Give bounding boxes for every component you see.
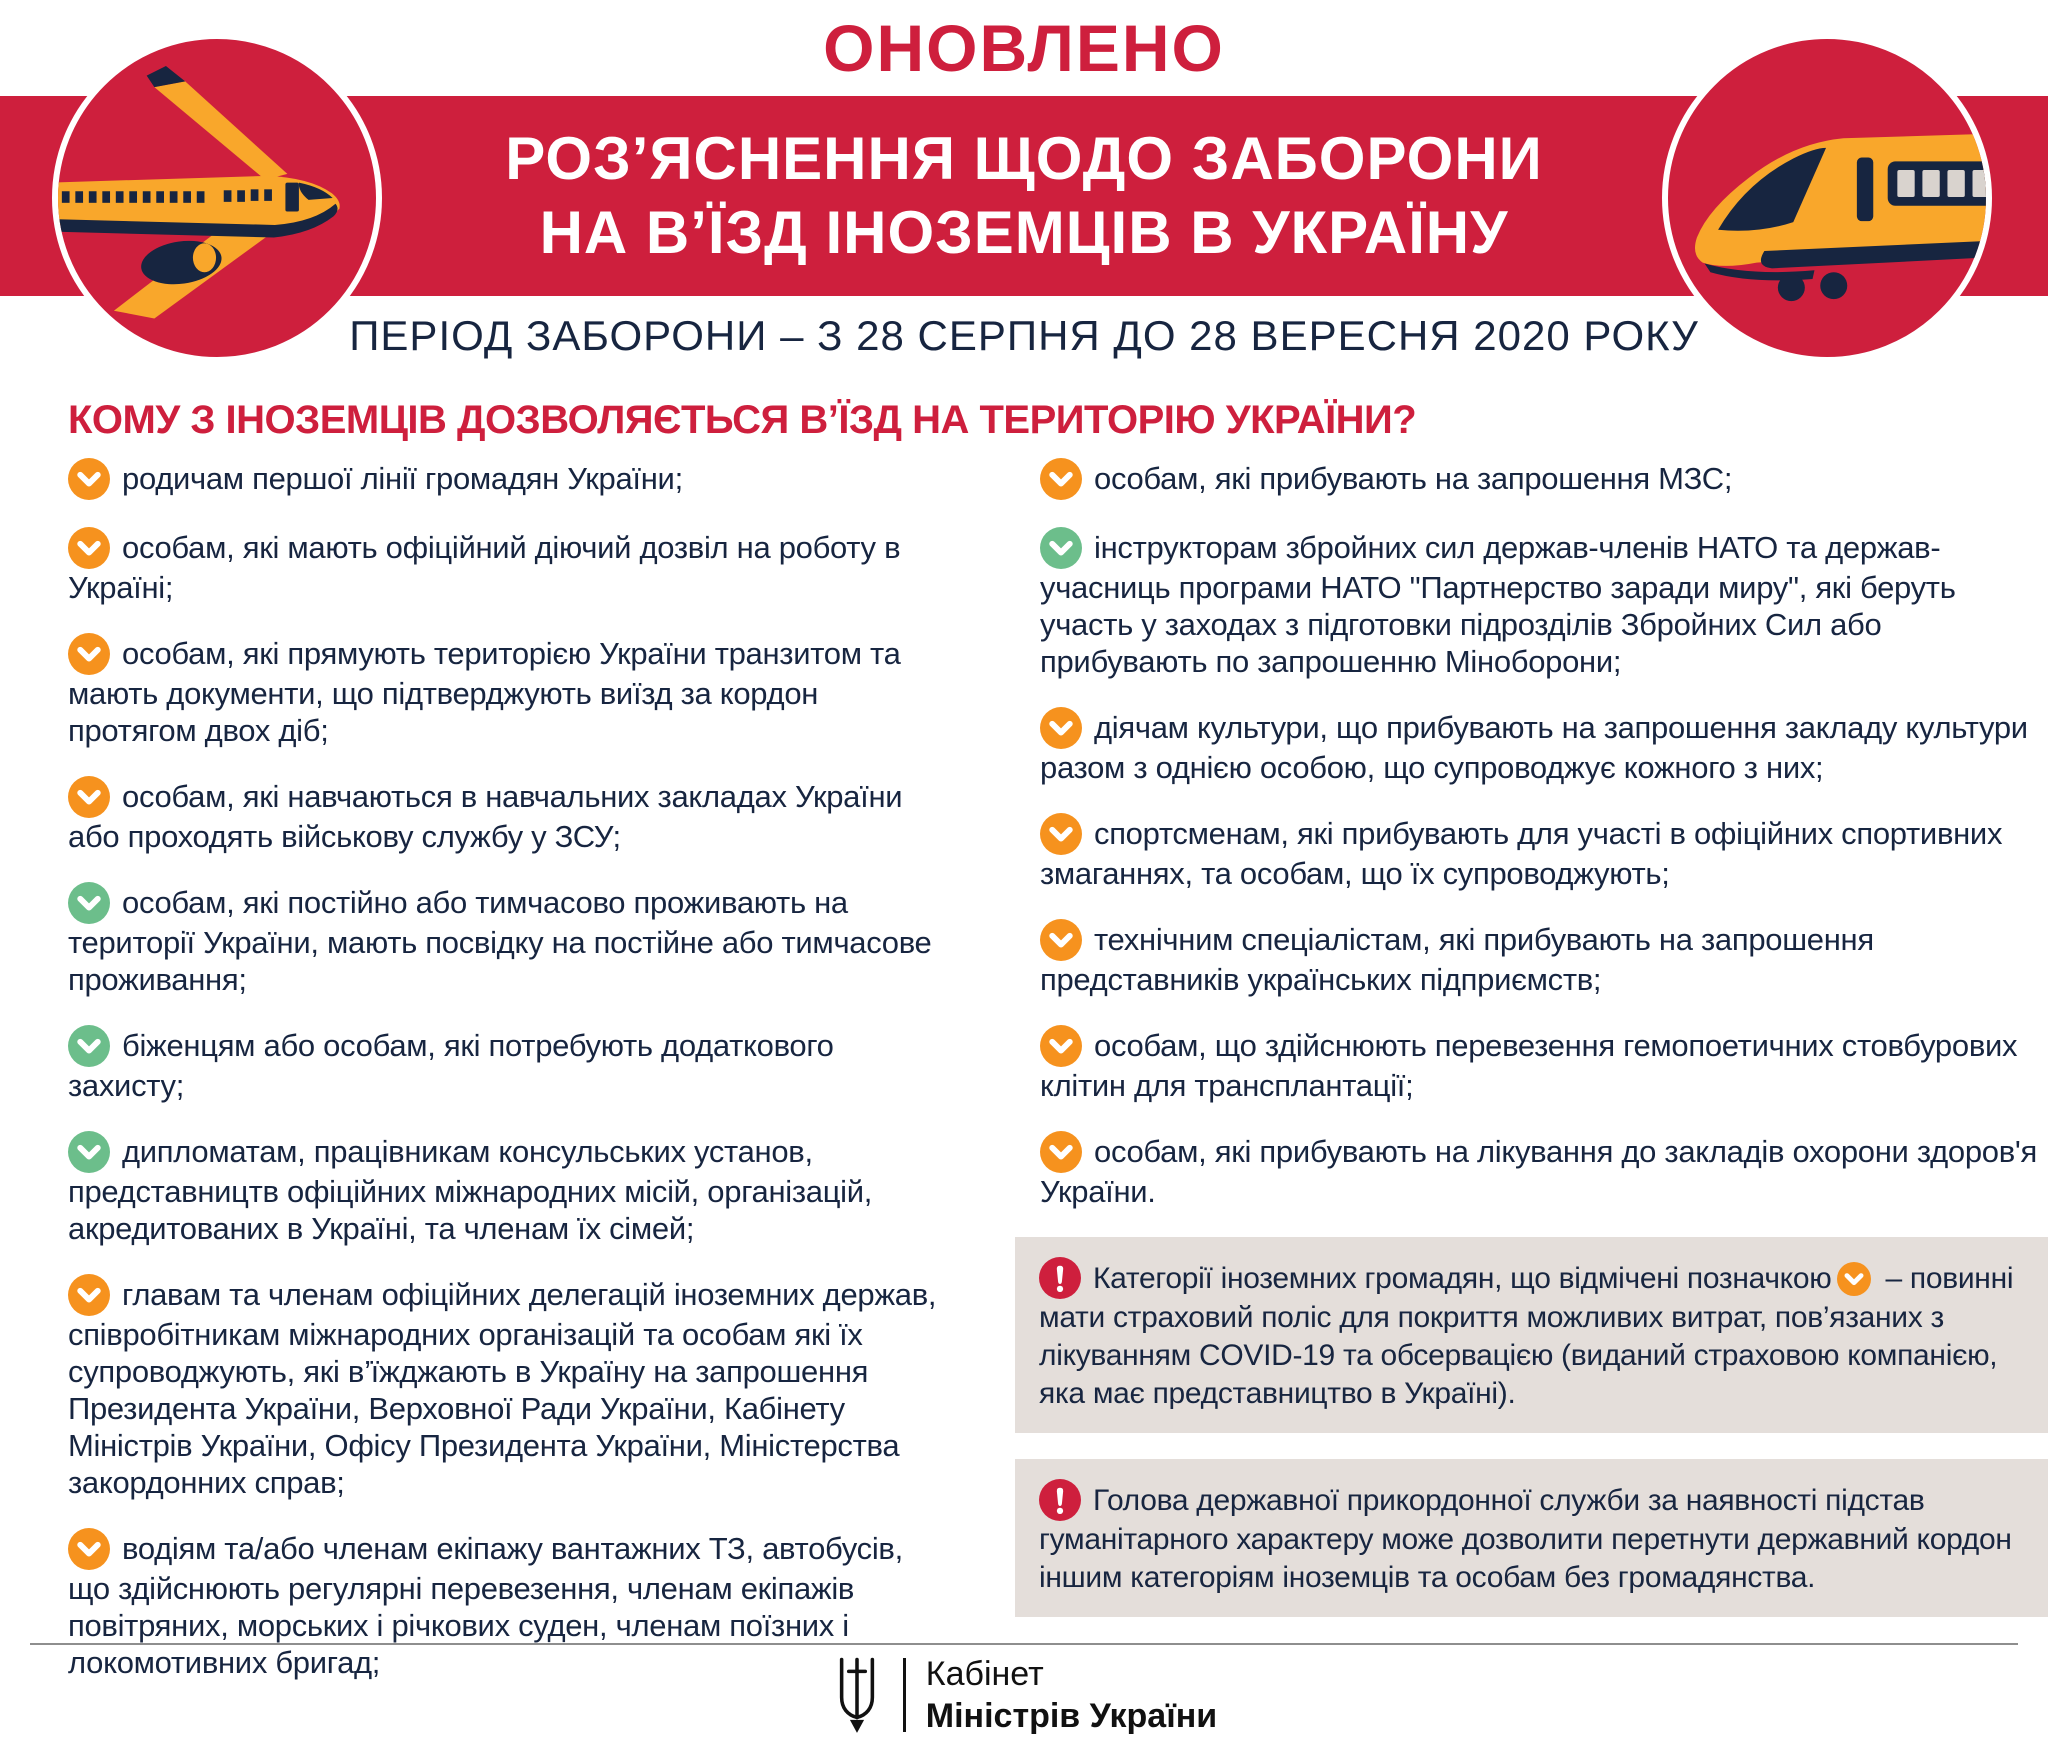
list-item-text: особам, які постійно або тимчасово проживають на території України, мають посвідку на постійне або тимчасове проживання; — [68, 885, 932, 997]
list-item-text: спортсменам, які прибувають для участі в офіційних спортивних змаганнях, та особам, що їх супроводжують; — [1040, 816, 2003, 891]
list-item-text: технічним спеціалістам, які прибувають на запрошення представників українських підприємств; — [1040, 922, 1874, 997]
notes-container — [1015, 1237, 2048, 1617]
train-icon — [1668, 39, 1986, 357]
list-item-text: особам, які навчаються в навчальних закладах України або проходять військову службу у ЗСУ; — [68, 779, 903, 854]
list-item — [1040, 1025, 2048, 1104]
note-text: Категорії іноземних громадян, що відмічені позначкою — [1093, 1262, 1832, 1295]
list-item — [1040, 813, 2048, 892]
chevron-down-icon — [68, 633, 110, 675]
list-item — [68, 633, 953, 749]
page-title-line2: НА В’ЇЗД ІНОЗЕМЦІВ В УКРАЇНУ — [539, 199, 1509, 266]
list-item-text: дипломатам, працівникам консульських установ, представництв офіційних міжнародних місій, організацій, акредитованих в Україні, та членам їх сімей; — [68, 1134, 873, 1246]
note-box — [1015, 1237, 2048, 1433]
chevron-down-icon — [68, 1528, 110, 1570]
list-item-text: біженцям або особам, які потребують додаткового захисту; — [68, 1028, 834, 1103]
list-item-text: водіям та/або членам екіпажу вантажних ТЗ, автобусів, що здійснюють регулярні перевезення, членам екіпажів повітряних, морських і річкових суден, членам поїзних і локомотивних бригад; — [68, 1531, 903, 1680]
updated-label: ОНОВЛЕНО — [823, 11, 1225, 85]
list-item-text: особам, які прибувають на запрошення МЗС; — [1094, 461, 1733, 496]
chevron-down-icon — [68, 1131, 110, 1173]
chevron-down-icon — [1040, 1131, 1082, 1173]
permitted-list-right — [1015, 458, 2048, 1617]
list-item — [68, 1025, 953, 1104]
chevron-down-icon — [1040, 527, 1082, 569]
train-illustration — [1662, 33, 1992, 363]
chevron-down-icon — [1040, 707, 1082, 749]
chevron-down-icon — [68, 882, 110, 924]
list-item — [1040, 919, 2048, 998]
list-item-text: особам, які прибувають на лікування до закладів охорони здоров'я України. — [1040, 1134, 2037, 1209]
list-item-text: діячам культури, що прибувають на запрошення закладу культури разом з однією особою, що супроводжує кожного з них; — [1040, 710, 2028, 785]
note-box — [1015, 1459, 2048, 1617]
org-name — [926, 1653, 1217, 1737]
list-item — [1040, 458, 2048, 500]
footer-logo-divider — [903, 1658, 906, 1732]
list-item — [68, 882, 953, 998]
list-item-text: особам, що здійснюють перевезення гемопоетичних стовбурових клітин для трансплантації; — [1040, 1028, 2018, 1103]
list-item — [68, 776, 953, 855]
list-item — [68, 527, 953, 606]
footer-divider — [30, 1643, 2018, 1645]
list-item — [1040, 707, 2048, 786]
section-heading: КОМУ З ІНОЗЕМЦІВ ДОЗВОЛЯЄТЬСЯ В’ЇЗД НА ТЕРИТОРІЮ УКРАЇНИ? — [68, 398, 1417, 442]
chevron-down-icon — [1040, 1025, 1082, 1067]
exclamation-icon — [1039, 1257, 1081, 1299]
page-title-line1: РОЗ’ЯСНЕННЯ ЩОДО ЗАБОРОНИ — [505, 125, 1543, 192]
list-item — [1040, 527, 2048, 680]
chevron-down-icon — [68, 1025, 110, 1067]
list-item — [68, 458, 953, 500]
org-name-line1: Кабінет — [925, 1655, 1044, 1693]
chevron-down-icon — [1040, 458, 1082, 500]
list-item — [68, 1131, 953, 1247]
footer — [0, 1652, 2048, 1738]
chevron-down-icon — [68, 458, 110, 500]
chevron-down-icon — [68, 527, 110, 569]
permitted-list-right-items — [1015, 458, 2048, 1210]
note-text: Голова державної прикордонної служби за наявності підстав гуманітарного характеру може дозволити перетнути державний кордон іншим категоріям іноземців та особам без громадянства. — [1039, 1484, 2012, 1594]
chevron-down-icon — [1040, 919, 1082, 961]
trident-icon — [831, 1656, 883, 1734]
list-item — [68, 1274, 953, 1501]
chevron-down-icon — [68, 776, 110, 818]
list-item-text: особам, які прямують територією України транзитом та мають документи, що підтверджують виїзд за кордон протягом двох діб; — [68, 636, 901, 748]
chevron-down-icon — [1040, 813, 1082, 855]
org-name-line2: Міністрів України — [925, 1697, 1218, 1735]
chevron-down-icon — [1837, 1262, 1871, 1296]
chevron-down-icon — [68, 1274, 110, 1316]
permitted-list-left — [68, 458, 953, 1708]
list-item — [1040, 1131, 2048, 1210]
list-item-text: родичам першої лінії громадян України; — [122, 461, 683, 496]
exclamation-icon — [1039, 1479, 1081, 1521]
list-item-text: інструкторам збройних сил держав-членів НАТО та держав-учасниць програми НАТО "Партнерство заради миру", які беруть участь у заходах з підготовки підрозділів Збройних Сил або прибувають по запрошенню Міноборони; — [1040, 530, 1956, 679]
list-item-text: особам, які мають офіційний діючий дозвіл на роботу в Україні; — [68, 530, 901, 605]
ban-period-label: ПЕРІОД ЗАБОРОНИ – З 28 СЕРПНЯ ДО 28 ВЕРЕСНЯ 2020 РОКУ — [349, 312, 1699, 359]
airplane-icon — [58, 39, 376, 357]
list-item-text: главам та членам офіційних делегацій іноземних держав, співробітникам міжнародних організацій та особам які їх супроводжують, які в’їжджають в Україну на запрошення Президента України, Верховної Ради України, Кабінету Міністрів України, Офісу Президента України, Міністерства закордонних справ; — [68, 1277, 937, 1500]
note-text-continued: – повинні мати страховий поліс для покриття можливих витрат, пов’язаних з лікуванням COVID-19 та обсервацією (виданий страховою компанією, яка має представництво в Україні). — [1039, 1262, 2014, 1410]
airplane-illustration — [52, 33, 382, 363]
